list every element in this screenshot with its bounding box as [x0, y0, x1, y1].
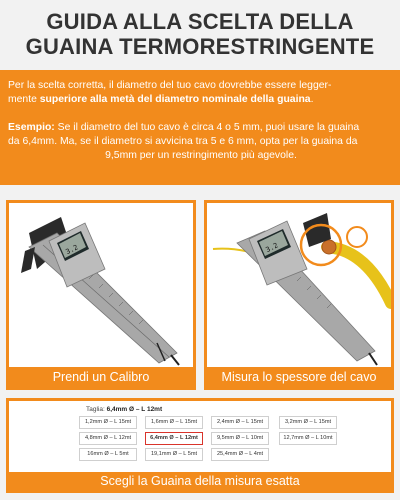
size-option[interactable]: 16mm Ø – L 5mt: [79, 448, 137, 461]
size-option[interactable]: 4,8mm Ø – L 12mt: [79, 432, 137, 445]
measure-panel: [204, 200, 394, 390]
info-text-1-end: .: [310, 94, 314, 105]
caliper-readout-2: 3.2: [264, 241, 280, 255]
info-text-1a: Per la scelta corretta, il diametro del tuo cavo dovrebbe essere legger-: [8, 80, 332, 91]
copper-core: [322, 240, 336, 254]
info-text-1b: mente: [8, 94, 40, 105]
caliper-illustration: [9, 203, 193, 367]
info-text-2a: Se il diametro del tuo cavo è circa 4 o 5 mm, puoi usare la guaina: [54, 122, 360, 133]
size-selector: [6, 398, 394, 493]
info-text-2b: da 6,4mm. Ma, se il diametro si avvicina tra 5 e 6 mm, opta per la guaina da: [8, 136, 358, 147]
selected-size-value: 6,4mm Ø – L 12mt: [106, 406, 163, 413]
info-paragraph-2: [8, 121, 394, 163]
size-option[interactable]: 1,2mm Ø – L 15mt: [79, 416, 137, 429]
info-paragraph-1: [8, 79, 394, 107]
size-option[interactable]: 19,1mm Ø – L 5mt: [145, 448, 203, 461]
page-title: [0, 9, 400, 59]
info-example-label: Esempio:: [8, 122, 55, 133]
size-option[interactable]: 25,4mm Ø – L 4mt: [211, 448, 269, 461]
info-text-2c: 9,5mm per un restringimento più agevole.: [105, 150, 297, 161]
yellow-cable: [327, 247, 391, 303]
size-option-selected[interactable]: 6,4mm Ø – L 12mt: [145, 432, 203, 445]
info-box: [0, 70, 400, 185]
size-option[interactable]: 3,2mm Ø – L 15mt: [279, 416, 337, 429]
measure-illustration: [207, 203, 391, 367]
size-option[interactable]: 2,4mm Ø – L 15mt: [211, 416, 269, 429]
caliper-caption: Prendi un Calibro: [9, 367, 193, 387]
size-option[interactable]: 1,6mm Ø – L 15mt: [145, 416, 203, 429]
selected-size-label: Taglia: 6,4mm Ø – L 12mt: [86, 406, 163, 413]
size-option[interactable]: 9,5mm Ø – L 10mt: [211, 432, 269, 445]
size-caption: Scegli la Guaina della misura esatta: [9, 472, 391, 490]
caliper-panel: [6, 200, 196, 390]
title-line-1: GUIDA ALLA SCELTA DELLA: [46, 9, 354, 34]
caliper-readout: 3.2: [64, 243, 80, 257]
highlight-circle-small: [347, 227, 367, 247]
info-text-1-bold: superiore alla metà del diametro nominale della guaina: [39, 94, 311, 105]
title-line-2: GUAINA TERMORESTRINGENTE: [25, 34, 375, 59]
size-option[interactable]: 12,7mm Ø – L 10mt: [279, 432, 337, 445]
measure-caption: Misura lo spessore del cavo: [207, 367, 391, 387]
